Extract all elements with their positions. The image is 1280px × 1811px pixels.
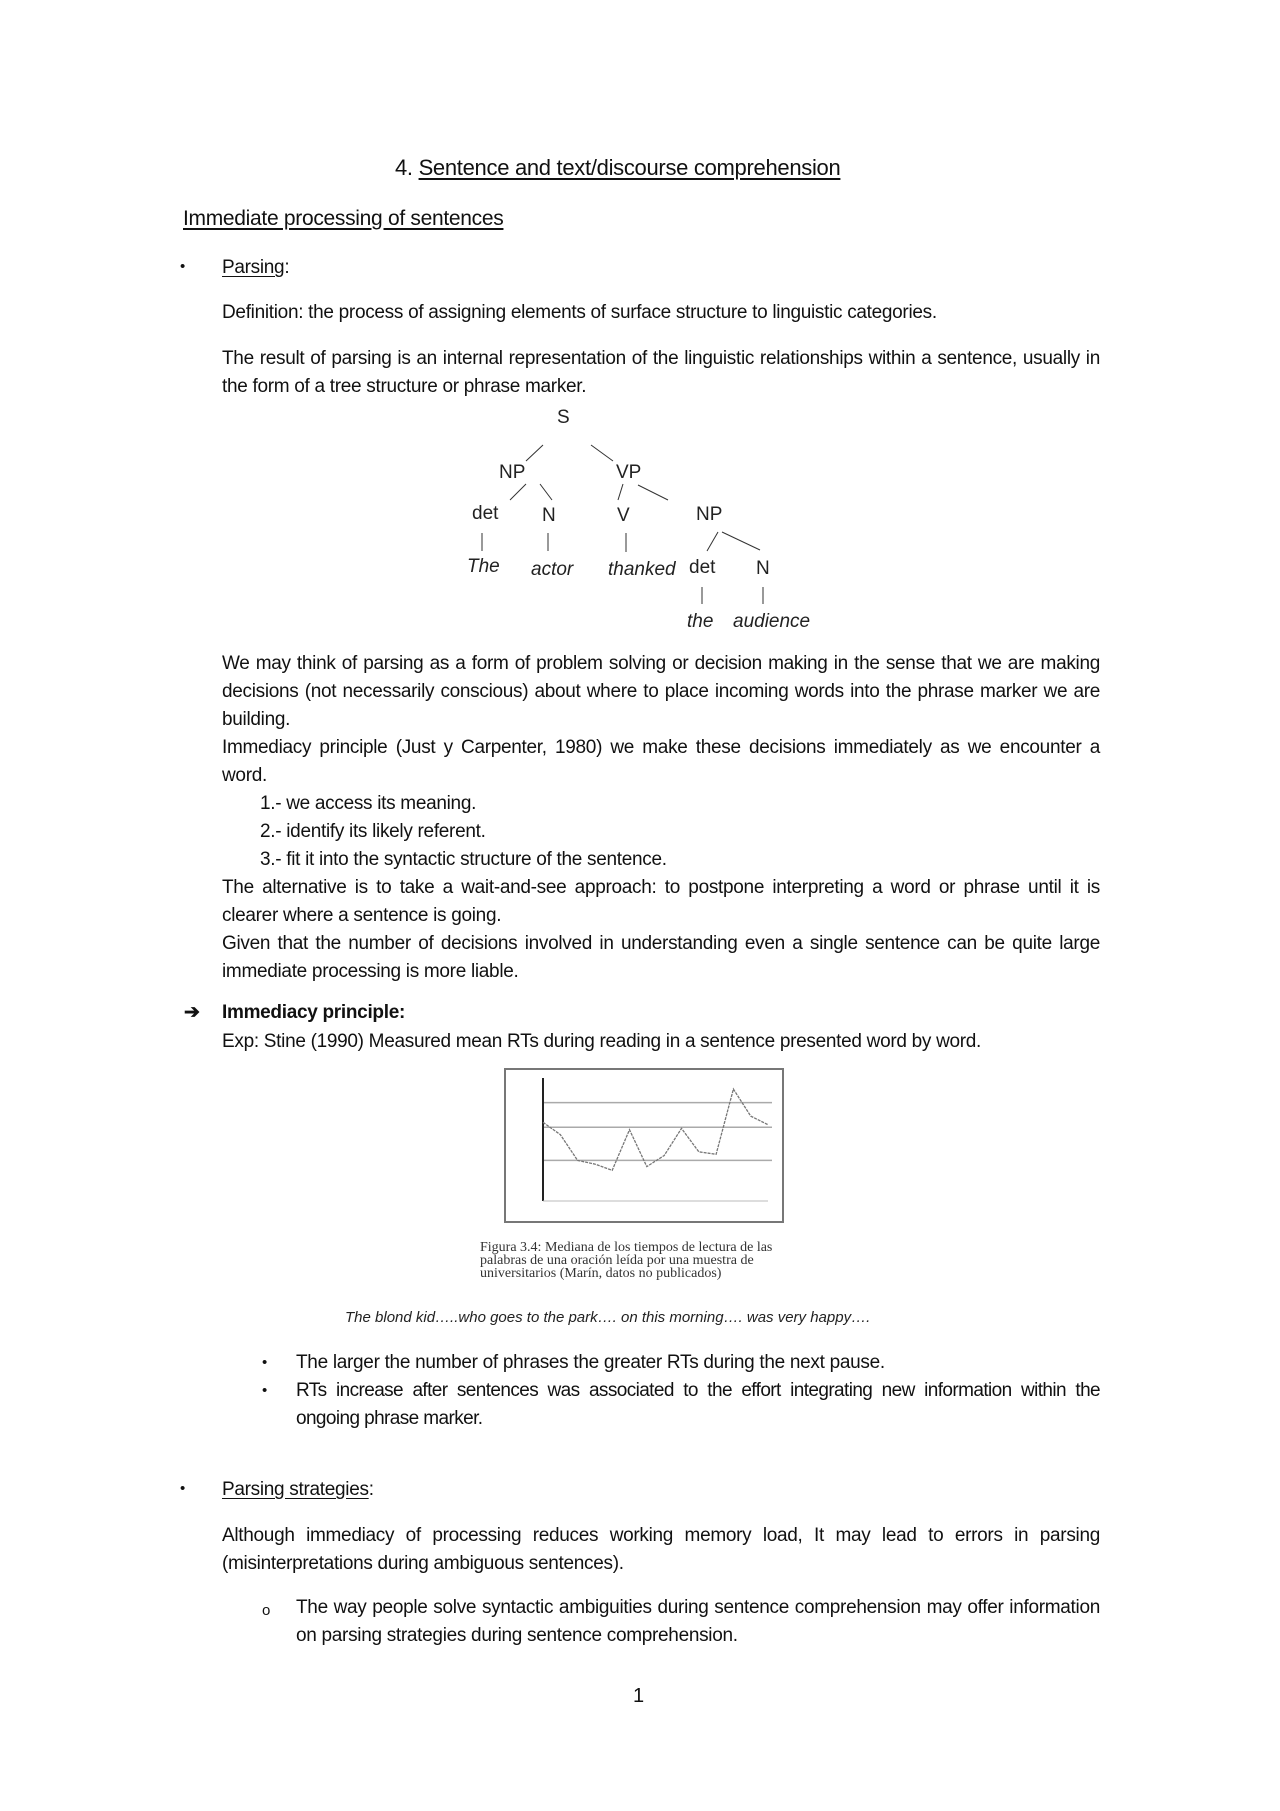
title-number: 4. <box>395 155 419 180</box>
immediacy-heading: Immediacy principle: <box>222 1002 406 1023</box>
parsing-strategies-colon: : <box>368 1479 374 1500</box>
tree-node-vp: VP <box>616 462 642 483</box>
circle-bullet-icon: o <box>262 1602 271 1619</box>
finding-1: The larger the number of phrases the greater RTs during the next pause. <box>296 1352 885 1373</box>
finding-2: RTs increase after sentences was associated to the effort integrating new information within the ongoing phrase marker. <box>296 1380 1100 1429</box>
reading-time-chart <box>504 1068 784 1223</box>
parsing-strategies-label <box>222 1476 374 1504</box>
page-number: 1 <box>633 1685 645 1707</box>
step-2: 2.- identify its likely referent. <box>260 821 486 842</box>
tree-word-actor: actor <box>531 559 574 580</box>
bullet-icon: • <box>180 1480 186 1497</box>
tree-word-the: The <box>467 556 500 577</box>
wait-and-see-paragraph: The alternative is to take a wait-and-see approach: to postpone interpreting a word or phrase until it is clearer where a sentence is going. <box>222 877 1100 926</box>
experiment-text: Exp: Stine (1990) Measured mean RTs during reading in a sentence presented word by word. <box>222 1031 982 1052</box>
bullet-icon: • <box>262 1382 268 1399</box>
section-heading: Immediate processing of sentences <box>183 207 504 230</box>
tree-word-audience: audience <box>733 611 811 632</box>
title-text: Sentence and text/discourse comprehension <box>418 155 841 180</box>
tree-node-n-object: N <box>756 558 770 579</box>
step-3: 3.- fit it into the syntactic structure of the sentence. <box>260 849 667 870</box>
immediacy-principle-paragraph: Immediacy principle (Just y Carpenter, 1980) we make these decisions immediately as we encounter a word. <box>222 737 1100 786</box>
parsing-problem-solving-paragraph: We may think of parsing as a form of problem solving or decision making in the sense that we are making decisions (not necessarily conscious) about where to place incoming words into the phrase marker we are building. <box>222 653 1100 730</box>
tree-node-det-object: det <box>689 557 716 578</box>
tree-node-det: det <box>472 503 499 524</box>
strategies-paragraph: Although immediacy of processing reduces working memory load, It may lead to errors in parsing (misinterpretations during ambiguous sentences). <box>222 1525 1100 1574</box>
result-paragraph: The result of parsing is an internal representation of the linguistic relationships within a sentence, usually in the form of a tree structure or phrase marker. <box>222 348 1100 397</box>
example-sentence: The blond kid…..who goes to the park…. on this morning…. was very happy…. <box>345 1309 871 1326</box>
parse-tree-diagram <box>460 405 860 645</box>
tree-node-v: V <box>617 505 630 526</box>
tree-lines <box>460 405 860 645</box>
liability-paragraph: Given that the number of decisions involved in understanding even a single sentence can be quite large immediate processing is more liable. <box>222 933 1100 982</box>
tree-node-n: N <box>542 505 556 526</box>
parsing-label-text: Parsing <box>222 257 285 278</box>
tree-node-np: NP <box>499 462 526 483</box>
parsing-label <box>222 254 289 282</box>
arrow-icon: ➔ <box>184 1002 200 1023</box>
figure-caption: Figura 3.4: Mediana de los tiempos de lectura de las palabras de una oración leída por una muestra de universitarios (Marín, datos no publicados) <box>480 1240 773 1281</box>
step-1: 1.- we access its meaning. <box>260 793 477 814</box>
parsing-strategies-text: Parsing strategies <box>222 1479 369 1500</box>
chart-plot <box>506 1070 782 1221</box>
definition-text: Definition: the process of assigning elements of surface structure to linguistic categories. <box>222 302 937 323</box>
parsing-colon: : <box>284 257 290 278</box>
strategies-sub-paragraph: The way people solve syntactic ambiguities during sentence comprehension may offer information on parsing strategies during sentence comprehension. <box>296 1597 1100 1646</box>
bullet-icon: • <box>180 258 186 275</box>
tree-word-the-object: the <box>687 611 714 632</box>
tree-node-s: S <box>557 407 570 428</box>
bullet-icon: • <box>262 1354 268 1371</box>
page-title <box>395 154 840 182</box>
tree-node-np-object: NP <box>696 504 723 525</box>
tree-word-thanked: thanked <box>608 559 676 580</box>
